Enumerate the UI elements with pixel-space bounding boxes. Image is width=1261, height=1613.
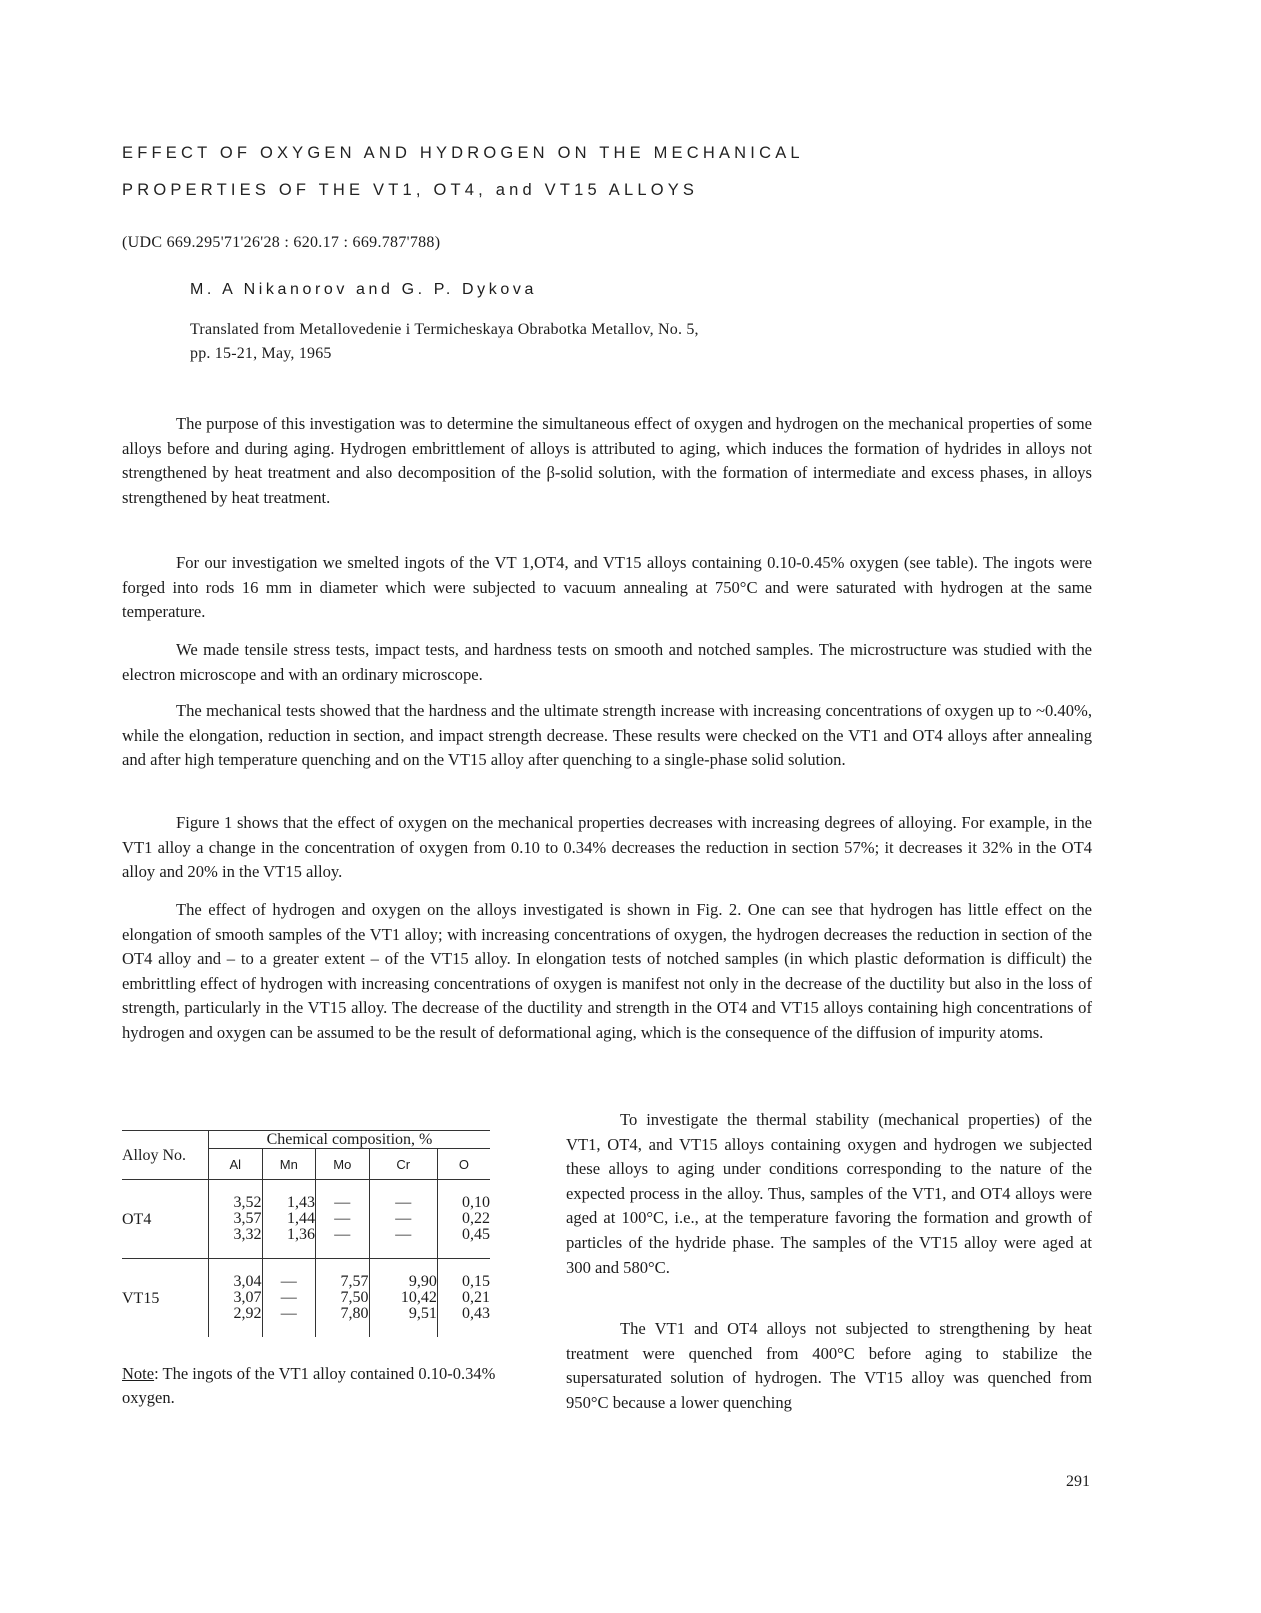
cell-value: 0,10 bbox=[462, 1194, 490, 1211]
udc-code: (UDC 669.295'71'26'28 : 620.17 : 669.787'788) bbox=[122, 234, 441, 251]
right-column-paragraph-1: To investigate the thermal stability (mechanical properties) of the VT1, OT4, and VT15 alloys containing oxygen and hydrogen we subjected these alloys to aging under conditions corresponding to the nature of the expected process in the alloy. Thus, samples of the VT1, and OT4 alloys were aged at 100°C, i.e., at the temperature favoring the formation and growth of particles of the hydride phase. The samples of the VT15 alloy were aged at 300 and 580°C. bbox=[566, 1110, 1092, 1277]
cell-value: 0,15 bbox=[462, 1273, 490, 1290]
cell-value: 2,92 bbox=[233, 1305, 262, 1322]
cell-value: — bbox=[334, 1194, 351, 1211]
paragraph-6: The effect of hydrogen and oxygen on the alloys investigated is shown in Fig. 2. One can see that hydrogen has little effect on the elongation of smooth samples of the VT1 alloy; with increasing concentrations of oxygen, the hydrogen decreases the reduction in section of the OT4 alloy and – to a greater extent – of the VT15 alloy. In elongation tests of notched samples (in which plastic deformation is difficult) the embrittling effect of hydrogen with increasing concentrations of oxygen is manifest not only in the decrease of the ductility but also in the loss of strength, particularly in the VT15 alloy. The decrease of the ductility and strength in the OT4 and VT15 alloys containing high concentrations of hydrogen and oxygen can be assumed to be the result of deformational aging, which is the consequence of the diffusion of impurity atoms. bbox=[122, 900, 1092, 1042]
cell-value: 3,32 bbox=[233, 1226, 262, 1243]
table-cell bbox=[262, 1180, 316, 1259]
alloy-name: OT4 bbox=[122, 1180, 209, 1259]
right-column-paragraph-2: The VT1 and OT4 alloys not subjected to strengthening by heat treatment were quenched from 400°C before aging to stabilize the supersaturated solution of hydrogen. The VT15 alloy was quenched from 950°C because a lower quenching bbox=[566, 1319, 1092, 1412]
table-cell bbox=[369, 1259, 437, 1338]
table-cell bbox=[437, 1180, 490, 1259]
composition-table bbox=[122, 1130, 490, 1337]
paragraph-5: Figure 1 shows that the effect of oxygen on the mechanical properties decreases with increasing degrees of alloying. For example, in the VT1 alloy a change in the concentration of oxygen from 0.10 to 0.34% decreases the reduction in section 57%; it decreases it 32% in the OT4 alloy and 20% in the VT15 alloy. bbox=[122, 813, 1092, 882]
authors: M. A Nikanorov and G. P. Dykova bbox=[190, 281, 537, 298]
composition-table-grid bbox=[122, 1130, 490, 1337]
note-label: Note bbox=[122, 1364, 155, 1383]
cell-value: — bbox=[334, 1210, 351, 1227]
column-header-o: O bbox=[437, 1149, 490, 1180]
column-header-al: Al bbox=[209, 1149, 263, 1180]
cell-value: 3,57 bbox=[233, 1210, 262, 1227]
table-cell bbox=[209, 1259, 263, 1338]
cell-value: — bbox=[395, 1210, 412, 1227]
cell-value: 0,21 bbox=[462, 1289, 490, 1306]
table-cell bbox=[316, 1180, 370, 1259]
cell-value: 0,45 bbox=[462, 1226, 490, 1243]
title-line-2: PROPERTIES OF THE VT1, OT4, and VT15 ALLOYS bbox=[122, 181, 699, 199]
cell-value: — bbox=[334, 1226, 351, 1243]
paragraph-3: We made tensile stress tests, impact tests, and hardness tests on smooth and notched samples. The microstructure was studied with the electron microscope and with an ordinary microscope. bbox=[122, 640, 1092, 684]
cell-value: 3,07 bbox=[233, 1289, 262, 1306]
cell-value: 3,04 bbox=[233, 1273, 262, 1290]
alloy-column-header: Alloy No. bbox=[122, 1131, 209, 1180]
column-header-mn: Mn bbox=[262, 1149, 316, 1180]
cell-value: 7,80 bbox=[340, 1305, 369, 1322]
cell-value: 3,52 bbox=[233, 1194, 262, 1211]
table-row-group bbox=[122, 1259, 490, 1338]
table-cell bbox=[316, 1259, 370, 1338]
cell-value: 1,36 bbox=[287, 1226, 316, 1243]
cell-value: 9,90 bbox=[408, 1273, 437, 1290]
table-cell bbox=[437, 1259, 490, 1338]
cell-value: 1,44 bbox=[287, 1210, 316, 1227]
paragraph-1: The purpose of this investigation was to determine the simultaneous effect of oxygen and hydrogen on the mechanical properties of some alloys before and during aging. Hydrogen embrittlement of alloys is attributed to aging, which induces the formation of hydrides in alloys not strengthened by heat treatment and also decomposition of the β-solid solution, with the formation of intermediate and excess phases, in alloys strengthened by heat treatment. bbox=[122, 414, 1092, 507]
cell-value: 0,43 bbox=[462, 1305, 490, 1322]
table-cell bbox=[369, 1180, 437, 1259]
cell-value: — bbox=[280, 1289, 297, 1306]
column-header-cr: Cr bbox=[369, 1149, 437, 1180]
paragraph-2: For our investigation we smelted ingots of the VT 1,OT4, and VT15 alloys containing 0.10-0.45% oxygen (see table). The ingots were forged into rods 16 mm in diameter which were subjected to vacuum annealing at 750°C and were saturated with hydrogen at the same temperature. bbox=[122, 553, 1092, 622]
cell-value: 7,57 bbox=[340, 1273, 369, 1290]
cell-value: 9,51 bbox=[408, 1305, 437, 1322]
table-note bbox=[122, 1362, 502, 1410]
cell-value: — bbox=[395, 1194, 412, 1211]
translation-line-2: pp. 15-21, May, 1965 bbox=[190, 345, 332, 362]
title-line-1: EFFECT OF OXYGEN AND HYDROGEN ON THE MECHANICAL bbox=[122, 144, 804, 162]
column-header-mo: Mo bbox=[316, 1149, 370, 1180]
translation-source bbox=[190, 318, 699, 366]
cell-value: 0,22 bbox=[462, 1210, 490, 1227]
paragraph-4: The mechanical tests showed that the hardness and the ultimate strength increase with increasing concentrations of oxygen up to ~0.40%, while the elongation, reduction in section, and impact strength decrease. These results were checked on the VT1 and OT4 alloys after annealing and after high temperature quenching and on the VT15 alloy after quenching to a single-phase solid solution. bbox=[122, 701, 1092, 770]
alloy-name: VT15 bbox=[122, 1259, 209, 1338]
cell-value: 7,50 bbox=[340, 1289, 369, 1306]
note-text: : The ingots of the VT1 alloy contained 0.10-0.34% oxygen. bbox=[122, 1364, 496, 1407]
cell-value: — bbox=[280, 1305, 297, 1322]
cell-value: — bbox=[280, 1273, 297, 1290]
page-number: 291 bbox=[1066, 1473, 1090, 1490]
table-cell bbox=[209, 1180, 263, 1259]
table-row-group bbox=[122, 1180, 490, 1259]
translation-line-1: Translated from Metallovedenie i Termicheskaya Obrabotka Metallov, No. 5, bbox=[190, 321, 699, 338]
cell-value: 1,43 bbox=[287, 1194, 316, 1211]
composition-group-header: Chemical composition, % bbox=[209, 1131, 491, 1149]
cell-value: — bbox=[395, 1226, 412, 1243]
table-cell bbox=[262, 1259, 316, 1338]
cell-value: 10,42 bbox=[400, 1289, 437, 1306]
